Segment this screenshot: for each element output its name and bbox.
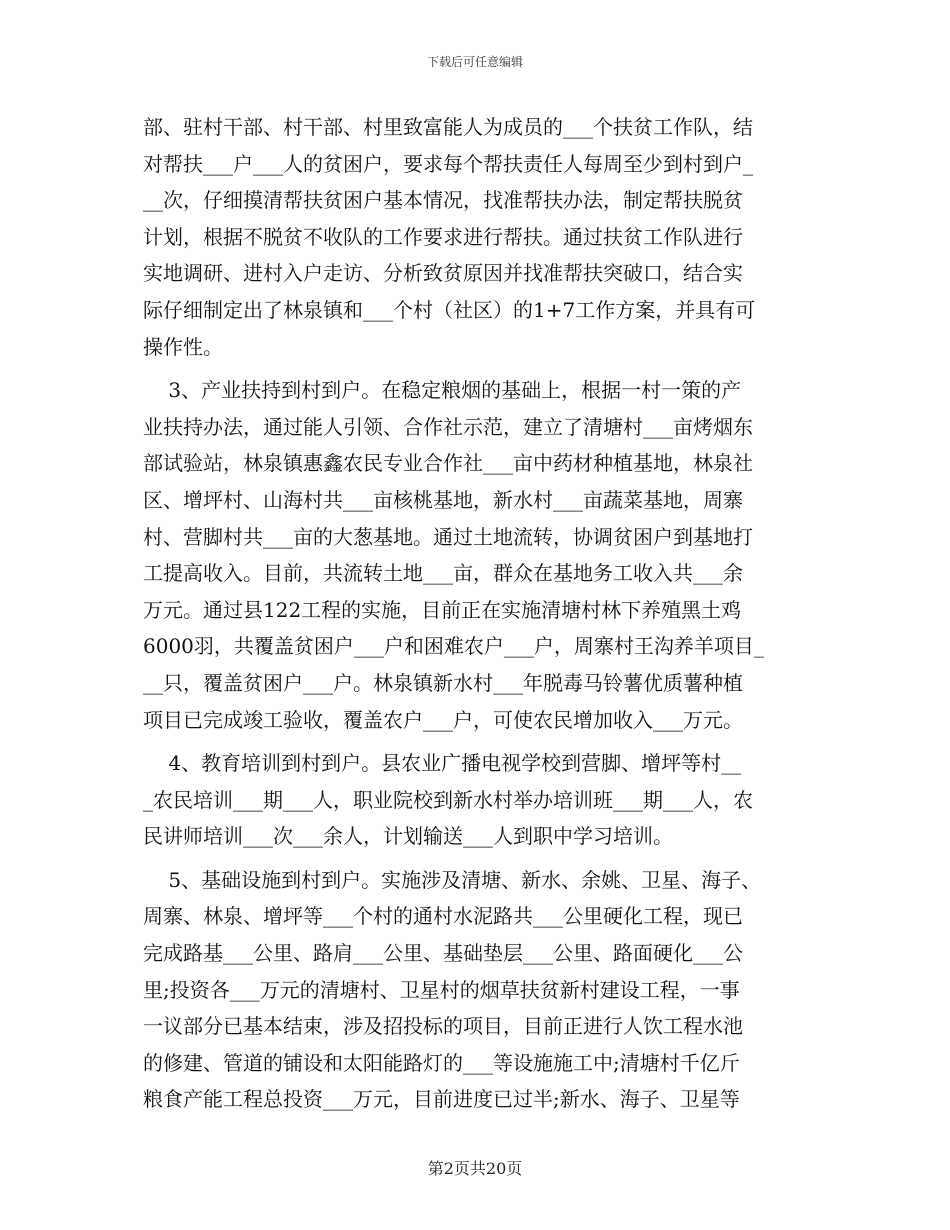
text-line: 业扶持办法，通过能人引领、合作社示范，建立了清塘村___亩烤烟东 bbox=[143, 414, 753, 439]
text-line: 部、驻村干部、村干部、村里致富能人为成员的___个扶贫工作队，结 bbox=[143, 115, 753, 139]
text-line: 计划，根据不脱贫不收队的工作要求进行帮扶。通过扶贫工作队进行 bbox=[143, 224, 743, 249]
text-line: __次，仔细摸清帮扶贫困户基本情况，找准帮扶办法，制定帮扶脱贫 bbox=[143, 188, 743, 213]
text-line: 的修建、管道的铺设和太阳能路灯的___等设施施工中;清塘村千亿斤 bbox=[143, 1050, 740, 1075]
text-line: 完成路基___公里、路肩___公里、基础垫层___公里、路面硬化___公 bbox=[143, 941, 743, 966]
text-line: __只，覆盖贫困户___户。林泉镇新水村___年脱毒马铃薯优质薯种植 bbox=[143, 670, 743, 695]
text-line: 对帮扶___户___人的贫困户，要求每个帮扶责任人每周至少到村到户_ bbox=[143, 151, 753, 176]
text-line: _农民培训___期___人，职业院校到新水村举办培训班___期___人，农 bbox=[143, 787, 753, 812]
text-line: 际仔细制定出了林泉镇和___个村（社区）的1+7工作方案，并具有可 bbox=[143, 297, 756, 322]
text-line: 区、增坪村、山海村共___亩核桃基地，新水村___亩蔬菜基地，周寨 bbox=[143, 487, 743, 512]
text-line: 周寨、林泉、增坪等___个村的通村水泥路共___公里硬化工程，现已 bbox=[143, 904, 743, 929]
text-line: 村、营脚村共___亩的大葱基地。通过土地流转，协调贫困户到基地打 bbox=[143, 524, 753, 549]
text-line: 民讲师培训___次___余人，计划输送___人到职中学习培训。 bbox=[143, 824, 673, 849]
text-line: 6000羽，共覆盖贫困户___户和困难农户___户，周寨村王沟养羊项目_ bbox=[143, 634, 764, 659]
text-line: 里;投资各___万元的清塘村、卫星村的烟草扶贫新村建设工程，一事 bbox=[143, 977, 740, 1002]
page-header: 下载后可任意编辑 bbox=[426, 55, 523, 69]
text-line: 粮食产能工程总投资___万元，目前进度已过半;新水、海子、卫星等 bbox=[143, 1087, 740, 1112]
text-line: 3、产业扶持到村到户。在稳定粮烟的基础上，根据一村一策的产 bbox=[143, 378, 742, 403]
document-body bbox=[143, 109, 823, 1118]
page-footer: 第2页共20页 bbox=[427, 1159, 523, 1178]
text-line: 万元。通过县122工程的实施，目前正在实施清塘村林下养殖黑土鸡 bbox=[143, 597, 742, 622]
text-line: 4、教育培训到村到户。县农业广播电视学校到营脚、增坪等村__ bbox=[143, 751, 742, 776]
text-line: 项目已完成竣工验收，覆盖农户___户，可使农民增加收入___万元。 bbox=[143, 707, 743, 732]
text-line: 部试验站，林泉镇惠鑫农民专业合作社___亩中药材种植基地，林泉社 bbox=[143, 451, 753, 476]
text-line: 操作性。 bbox=[143, 334, 223, 359]
text-line: 一议部分已基本结束，涉及招投标的项目，目前正进行人饮工程水池 bbox=[143, 1014, 743, 1039]
text-line: 工提高收入。目前，共流转土地___亩，群众在基地务工收入共___余 bbox=[143, 561, 743, 586]
text-line: 实地调研、进村入户走访、分析致贫原因并找准帮扶突破口，结合实 bbox=[143, 261, 743, 286]
text-line: 5、基础设施到村到户。实施涉及清塘、新水、余姚、卫星、海子、 bbox=[143, 867, 762, 892]
